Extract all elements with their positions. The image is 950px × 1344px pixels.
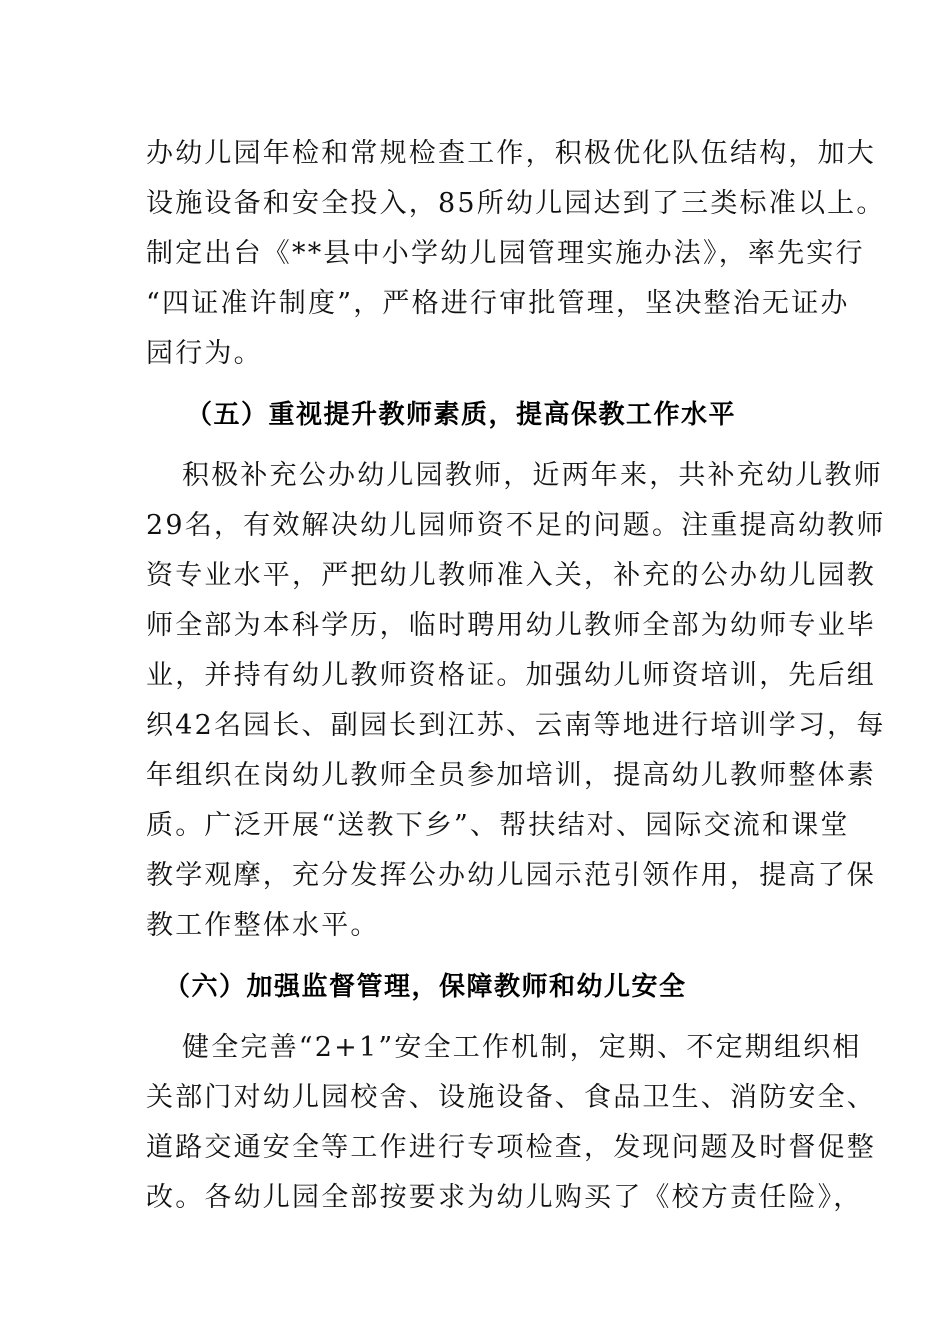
paragraph-line: 积极补充公办幼儿园教师，近两年来，共补充幼儿教师 (182, 460, 883, 491)
paragraph-line: 道路交通安全等工作进行专项检查，发现问题及时督促整 (146, 1132, 876, 1163)
paragraph-line: 织42名园长、副园长到江苏、云南等地进行培训学习，每 (146, 710, 886, 741)
section-heading: （六）加强监督管理，保障教师和幼儿安全 (164, 972, 687, 1002)
paragraph-line: 师全部为本科学历，临时聘用幼儿教师全部为幼师专业毕 (146, 610, 876, 641)
paragraph-line: 关部门对幼儿园校舍、设施设备、食品卫生、消防安全、 (146, 1082, 876, 1113)
paragraph-line: 设施设备和安全投入，85所幼儿园达到了三类标准以上。 (146, 188, 886, 219)
paragraph-line: 29名，有效解决幼儿园师资不足的问题。注重提高幼教师 (146, 510, 886, 541)
paragraph-line: 质。广泛开展“送教下乡”、帮扶结对、园际交流和课堂 (146, 810, 850, 841)
paragraph-line: 业，并持有幼儿教师资格证。加强幼儿师资培训，先后组 (146, 660, 876, 691)
paragraph-line: 健全完善“2+1”安全工作机制，定期、不定期组织相 (182, 1032, 862, 1063)
paragraph-line: 园行为。 (146, 338, 263, 369)
paragraph-line: 制定出台《**县中小学幼儿园管理实施办法》，率先实行 (146, 238, 865, 269)
paragraph-line: 教工作整体水平。 (146, 910, 380, 941)
paragraph-line: 资专业水平，严把幼儿教师准入关，补充的公办幼儿园教 (146, 560, 876, 591)
paragraph-line: “四证准许制度”，严格进行审批管理，坚决整治无证办 (146, 288, 850, 319)
section-heading: （五）重视提升教师素质，提高保教工作水平 (186, 400, 737, 430)
paragraph-line: 改。各幼儿园全部按要求为幼儿购买了《校方责任险》， (146, 1182, 863, 1213)
paragraph-line: 年组织在岗幼儿教师全员参加培训，提高幼儿教师整体素 (146, 760, 876, 791)
paragraph-line: 办幼儿园年检和常规检查工作，积极优化队伍结构，加大 (146, 138, 876, 169)
paragraph-line: 教学观摩，充分发挥公办幼儿园示范引领作用，提高了保 (146, 860, 876, 891)
